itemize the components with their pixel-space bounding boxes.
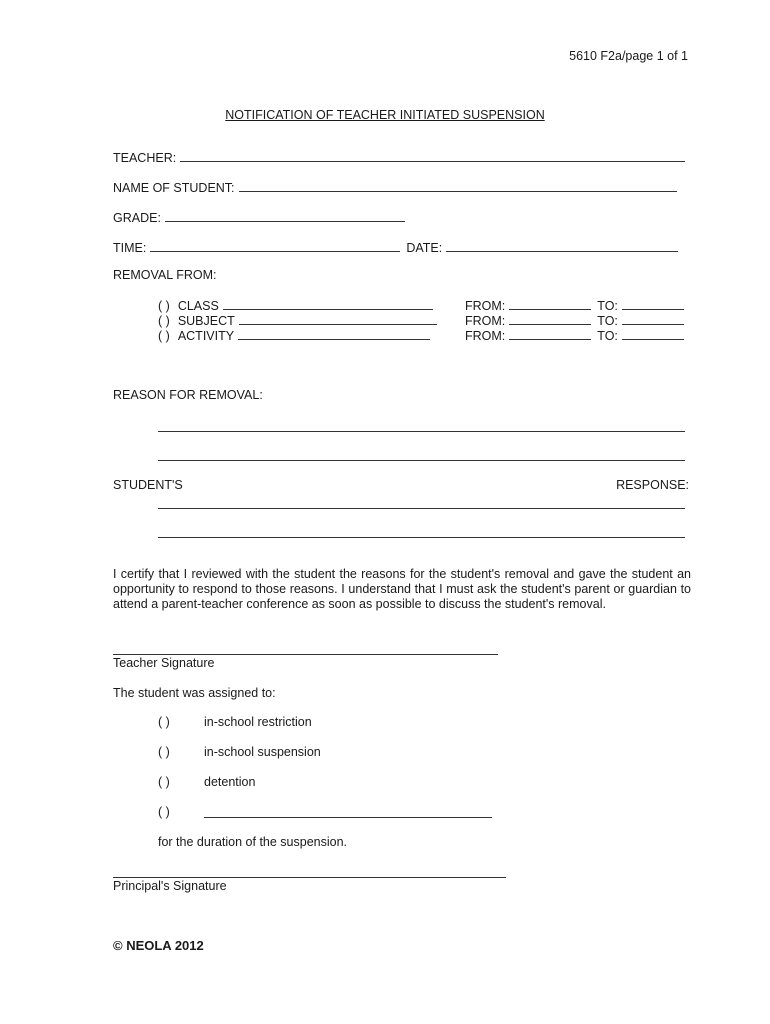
assignment-label: in-school suspension — [204, 745, 321, 759]
teacher-signature-line[interactable] — [113, 654, 498, 655]
subject-field[interactable] — [239, 313, 437, 325]
removal-option-subject — [158, 313, 437, 329]
student-name-row — [113, 180, 677, 196]
time-date-row — [113, 240, 678, 256]
date-field[interactable] — [446, 240, 678, 252]
date-label: DATE: — [406, 241, 443, 255]
time-label: TIME: — [113, 241, 147, 255]
student-label: STUDENT'S — [113, 478, 183, 492]
assigned-label: The student was assigned to: — [113, 686, 276, 700]
response-line-2[interactable] — [158, 537, 685, 538]
reason-label: REASON FOR REMOVAL: — [113, 388, 263, 402]
other-assignment-field[interactable] — [204, 817, 492, 818]
teacher-row — [113, 150, 685, 166]
principal-signature-line[interactable] — [113, 877, 506, 878]
checkbox[interactable]: ( ) — [158, 775, 170, 789]
grade-field[interactable] — [165, 210, 405, 222]
to-field[interactable] — [622, 328, 684, 340]
teacher-label: TEACHER: — [113, 151, 177, 165]
checkbox[interactable]: ( ) — [158, 299, 170, 313]
class-period-row — [465, 298, 684, 314]
teacher-signature-label: Teacher Signature — [113, 656, 215, 670]
from-field[interactable] — [509, 298, 591, 310]
principal-signature-label: Principal's Signature — [113, 879, 227, 893]
activity-field[interactable] — [238, 328, 430, 340]
response-line-1[interactable] — [158, 508, 685, 509]
to-label: TO: — [597, 299, 618, 313]
class-field[interactable] — [223, 298, 433, 310]
assignment-label: in-school restriction — [204, 715, 312, 729]
activity-period-row — [465, 328, 684, 344]
grade-row — [113, 210, 405, 226]
student-name-field[interactable] — [239, 180, 677, 192]
from-label: FROM: — [465, 299, 506, 313]
from-field[interactable] — [509, 313, 591, 325]
reason-line-2[interactable] — [158, 460, 685, 461]
removal-option-class — [158, 298, 433, 314]
form-reference: 5610 F2a/page 1 of 1 — [569, 49, 688, 63]
from-field[interactable] — [509, 328, 591, 340]
removal-option-activity — [158, 328, 430, 344]
checkbox[interactable]: ( ) — [158, 314, 170, 328]
checkbox[interactable]: ( ) — [158, 329, 170, 343]
option-label: CLASS — [177, 299, 219, 313]
certification-text: I certify that I reviewed with the student the reasons for the student's removal and gave the student an opportunity to respond to those reasons. I understand that I must ask the student's parent or guardian to attend a parent-teacher conference as soon as possible to discuss the student's removal. — [113, 567, 691, 611]
from-label: FROM: — [465, 329, 506, 343]
checkbox[interactable]: ( ) — [158, 805, 170, 819]
form-title: NOTIFICATION OF TEACHER INITIATED SUSPENSION — [225, 108, 545, 122]
checkbox[interactable]: ( ) — [158, 745, 170, 759]
to-label: TO: — [597, 329, 618, 343]
reason-line-1[interactable] — [158, 431, 685, 432]
to-field[interactable] — [622, 298, 684, 310]
grade-label: GRADE: — [113, 211, 161, 225]
option-label: SUBJECT — [177, 314, 235, 328]
student-name-label: NAME OF STUDENT: — [113, 181, 235, 195]
removal-from-label: REMOVAL FROM: — [113, 268, 217, 282]
teacher-field[interactable] — [180, 150, 685, 162]
to-field[interactable] — [622, 313, 684, 325]
time-field[interactable] — [150, 240, 400, 252]
checkbox[interactable]: ( ) — [158, 715, 170, 729]
from-label: FROM: — [465, 314, 506, 328]
copyright-notice: © NEOLA 2012 — [113, 938, 204, 953]
subject-period-row — [465, 313, 684, 329]
response-label: RESPONSE: — [616, 478, 689, 492]
option-label: ACTIVITY — [177, 329, 235, 343]
assignment-label: detention — [204, 775, 256, 789]
duration-text: for the duration of the suspension. — [158, 835, 348, 849]
to-label: TO: — [597, 314, 618, 328]
